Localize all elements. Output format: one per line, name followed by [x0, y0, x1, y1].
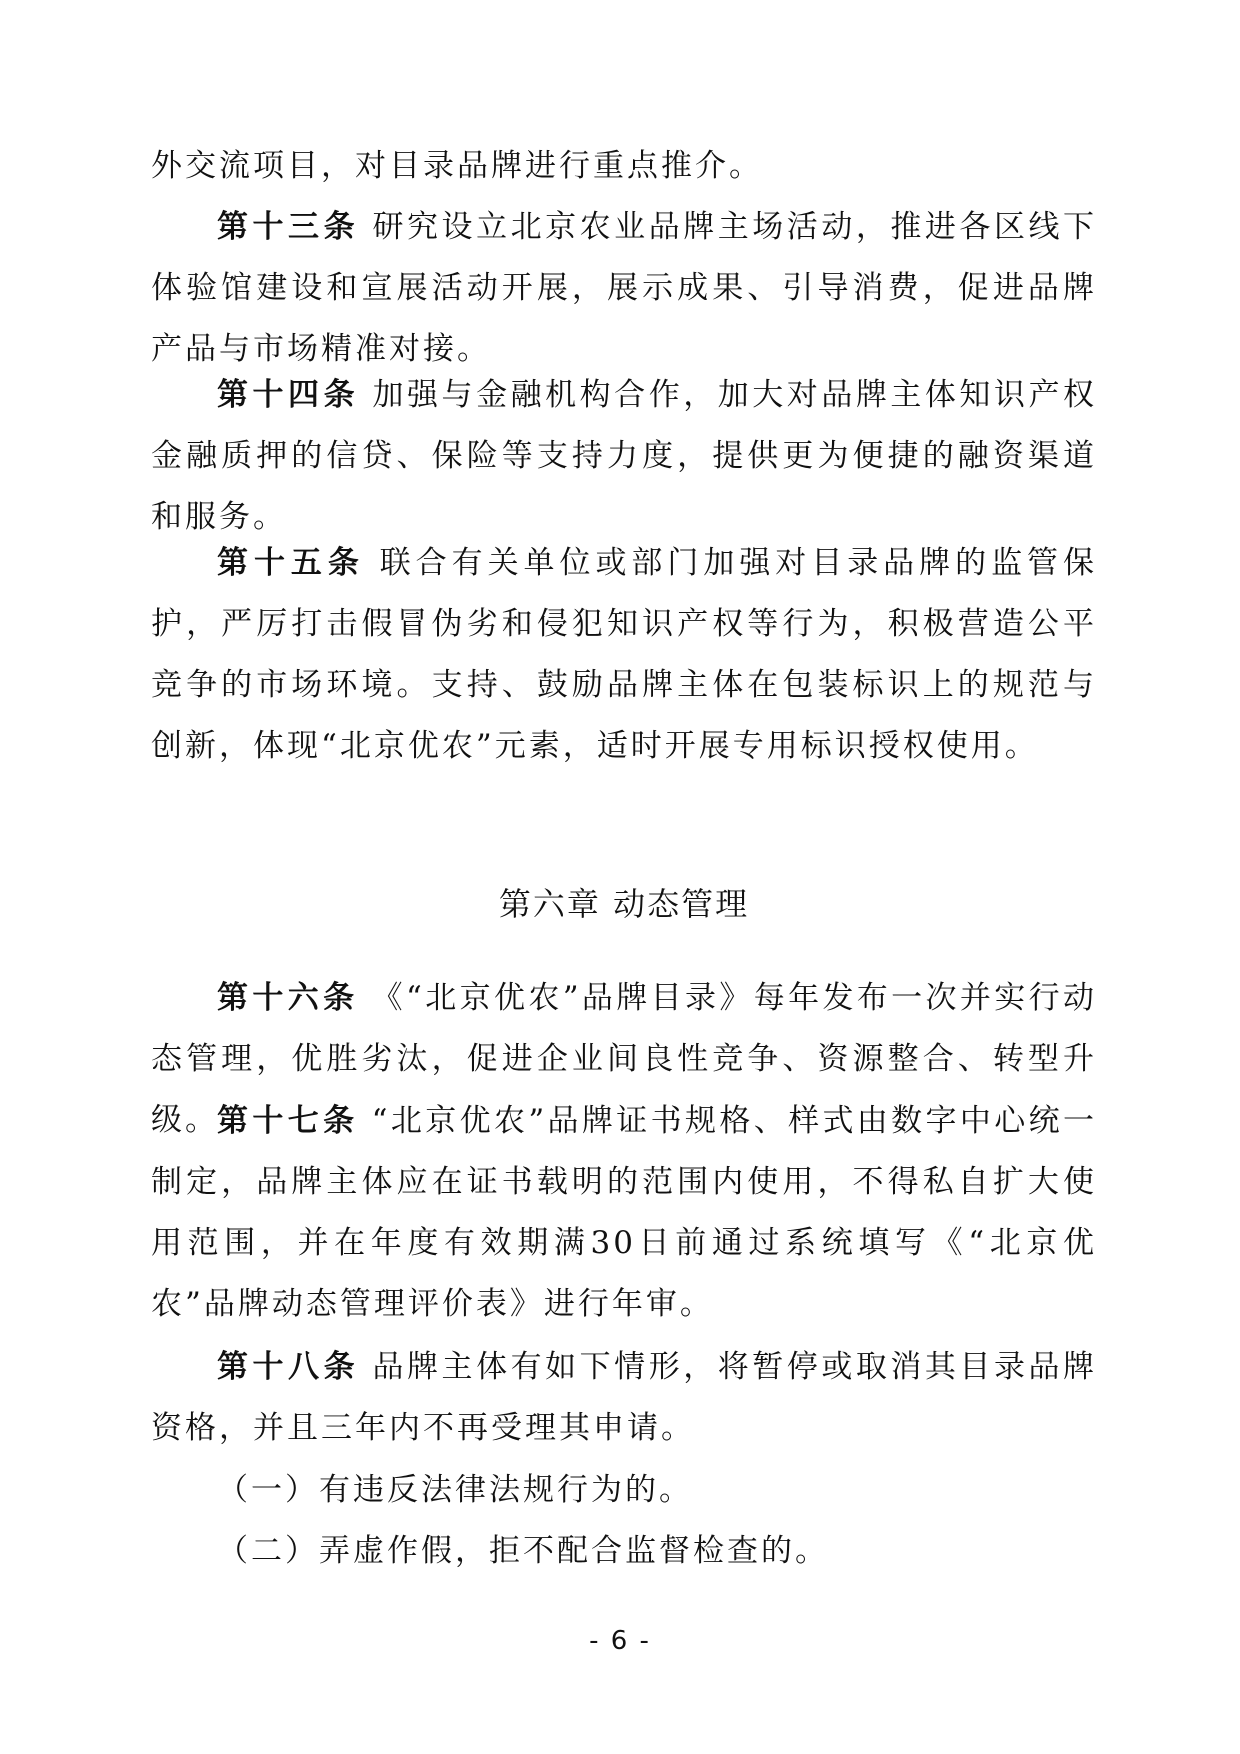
chapter-heading: 第六章 动态管理	[498, 885, 750, 923]
article-18-number: 第十八条	[217, 1349, 360, 1385]
article-17-number: 第十七条	[217, 1103, 359, 1139]
article-18	[151, 1337, 1097, 1459]
article-14-number: 第十四条	[217, 377, 360, 413]
list-item-1-text: （一）有违反法律法规行为的。	[217, 1472, 693, 1508]
continuation-text: 外交流项目，对目录品牌进行重点推介。	[151, 148, 763, 184]
page-number: - 6 -	[589, 1626, 651, 1656]
article-16-number: 第十六条	[217, 980, 359, 1016]
article-16-text: 《“北京优农”品牌目录》每年发布一次并实行动态管理，优胜劣汰，促进企业间良性竞争、资源整合、转型升级。	[151, 980, 1097, 1138]
list-item-2-text: （二）弄虚作假，拒不配合监督检查的。	[217, 1533, 829, 1569]
article-17	[151, 1091, 1097, 1335]
article-13-text: 研究设立北京农业品牌主场活动，推进各区线下体验馆建设和宣展活动开展，展示成果、引导消费，促进品牌产品与市场精准对接。	[151, 209, 1098, 367]
article-15-number: 第十五条	[217, 545, 365, 581]
continuation-paragraph	[151, 136, 1097, 197]
article-14	[151, 365, 1097, 548]
list-item-1	[151, 1460, 1097, 1521]
article-13-number: 第十三条	[217, 209, 360, 245]
article-17-text: “北京优农”品牌证书规格、样式由数字中心统一制定，品牌主体应在证书载明的范围内使用，不得私自扩大使用范围，并在年度有效期满30日前通过系统填写《“北京优农”品牌动态管理评价表》进行年审。	[151, 1103, 1097, 1322]
article-15	[151, 533, 1097, 777]
article-18-text: 品牌主体有如下情形，将暂停或取消其目录品牌资格，并且三年内不再受理其申请。	[151, 1349, 1098, 1446]
article-15-text: 联合有关单位或部门加强对目录品牌的监管保护，严厉打击假冒伪劣和侵犯知识产权等行为，积极营造公平竞争的市场环境。支持、鼓励品牌主体在包装标识上的规范与创新，体现“北京优农”元素，适时开展专用标识授权使用。	[151, 545, 1098, 764]
article-14-text: 加强与金融机构合作，加大对品牌主体知识产权金融质押的信贷、保险等支持力度，提供更为便捷的融资渠道和服务。	[151, 377, 1098, 535]
list-item-2	[151, 1521, 1097, 1582]
article-13	[151, 197, 1097, 380]
